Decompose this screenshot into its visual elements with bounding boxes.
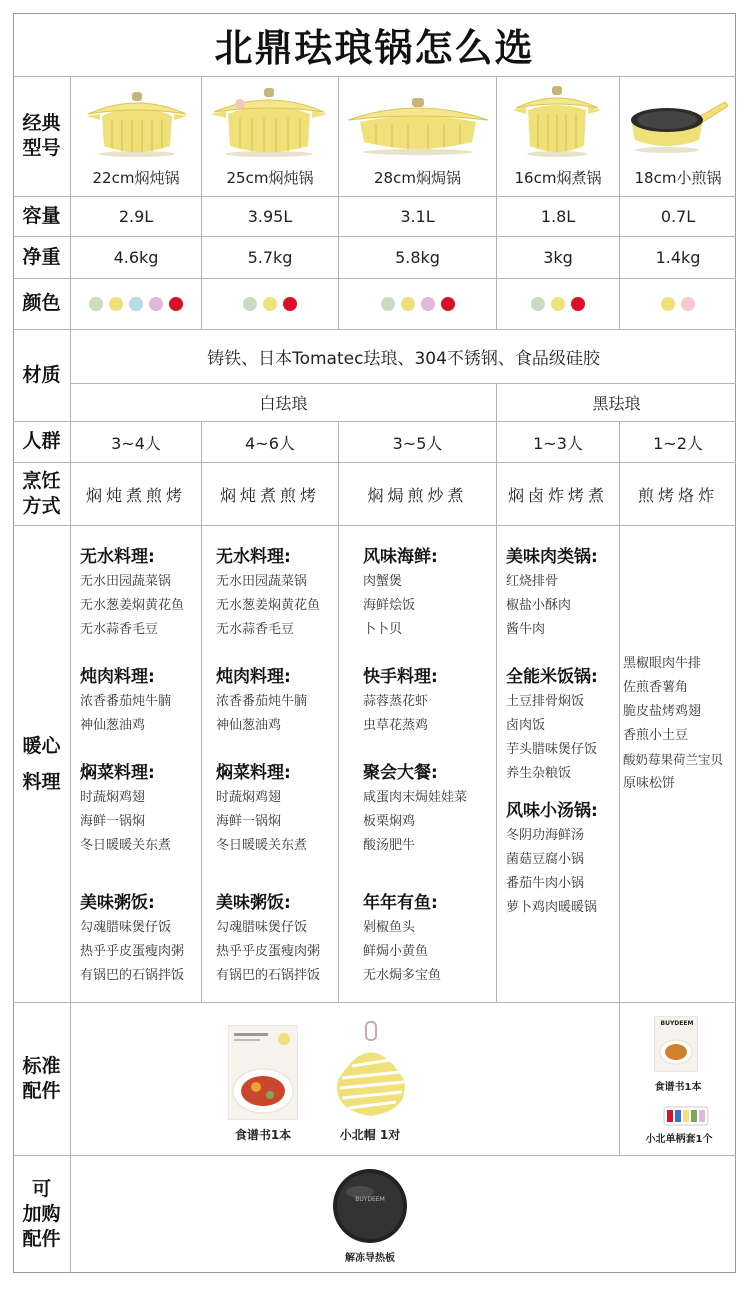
recipe-item: 神仙葱油鸡	[216, 718, 282, 733]
color-swatches	[620, 279, 736, 329]
color-swatches	[71, 279, 201, 329]
crowd-value: 1~3人	[533, 433, 583, 453]
color-swatch	[531, 297, 545, 311]
recipe-item: 浓香番茄炖牛腩	[216, 694, 308, 709]
recipe-item: 板栗焖鸡	[363, 814, 416, 829]
recipe-category: 焖菜料理:	[80, 763, 155, 783]
product-name: 18cm小煎锅	[634, 168, 722, 187]
product-name: 28cm焖焗锅	[374, 168, 461, 187]
recipe-item: 冬日暖暖关东煮	[216, 838, 308, 853]
recipe-column	[216, 544, 336, 988]
color-swatch	[243, 297, 257, 311]
row-label-capacity: 容量	[22, 204, 61, 227]
recipe-item: 时蔬焖鸡翅	[80, 790, 146, 805]
color-swatch	[571, 297, 585, 311]
recipe-item: 椒盐小酥肉	[506, 598, 572, 613]
capacity-value: 2.9L	[118, 207, 154, 226]
color-swatch	[421, 297, 435, 311]
recipe-book-caption: 食谱书1本	[234, 1128, 292, 1142]
cooking-methods: 焖焗煎炒煮	[367, 485, 468, 505]
row-label-recipes: 暖心 料理	[22, 734, 61, 793]
recipe-item: 无水田园蔬菜锅	[216, 574, 308, 589]
material-text: 铸铁、日本Tomatec珐琅、304不锈钢、食品级硅胶	[207, 349, 600, 369]
crowd-value: 4~6人	[245, 433, 295, 453]
recipe-item: 卤肉饭	[506, 718, 546, 733]
recipe-category: 美味粥饭:	[80, 893, 155, 913]
color-swatch	[263, 297, 277, 311]
page-title: 北鼎珐琅锅怎么选	[214, 26, 535, 70]
recipe-column	[506, 544, 618, 920]
book-brand: BUYDEEM	[660, 1020, 694, 1027]
capacity-value: 3.1L	[400, 207, 435, 226]
recipe-item: 海鲜一锅焖	[80, 814, 146, 829]
recipe-category: 无水料理:	[216, 547, 291, 567]
recipe-column	[363, 544, 493, 988]
color-swatch	[551, 297, 565, 311]
recipe-item: 时蔬焖鸡翅	[216, 790, 282, 805]
recipe-item: 勾魂腊味煲仔饭	[80, 920, 172, 935]
recipe-category: 快手料理:	[363, 667, 438, 687]
row-label-weight: 净重	[22, 245, 61, 268]
board-brand: BUYDEEM	[355, 1196, 385, 1203]
recipe-column	[80, 544, 200, 988]
cooking-methods: 煎烤烙炸	[637, 485, 718, 505]
capacity-value: 3.95L	[247, 207, 293, 226]
recipe-item: 酱牛肉	[506, 622, 546, 637]
recipe-category: 风味海鲜:	[363, 547, 438, 567]
recipe-item: 无水蒜香毛豆	[80, 622, 159, 637]
crowd-value: 3~5人	[392, 433, 443, 453]
material-black-enamel: 黑珐琅	[592, 394, 641, 413]
crowd-value: 1~2人	[653, 433, 703, 453]
recipe-category: 炖肉料理:	[80, 667, 155, 687]
recipe-category: 美味肉类锅:	[506, 547, 598, 567]
row-divider	[13, 1155, 736, 1156]
enamel-pot-icon	[84, 86, 190, 158]
recipe-book-icon	[228, 1025, 298, 1120]
color-swatch	[149, 297, 163, 311]
weight-value: 5.7kg	[247, 248, 293, 267]
capacity-value: 1.8L	[540, 207, 576, 226]
color-swatches	[202, 279, 338, 329]
recipe-item: 无水焗多宝鱼	[363, 968, 442, 983]
color-swatch	[381, 297, 395, 311]
recipe-item: 神仙葱油鸡	[80, 718, 146, 733]
handle-sleeve-caption: 小北单柄套1个	[645, 1134, 713, 1145]
weight-value: 5.8kg	[395, 248, 440, 267]
color-swatch	[441, 297, 455, 311]
recipe-item: 红烧排骨	[506, 574, 559, 589]
color-swatches	[497, 279, 619, 329]
recipe-item: 无水蒜香毛豆	[216, 622, 295, 637]
color-swatch	[169, 297, 183, 311]
recipe-item: 热乎乎皮蛋瘦肉粥	[80, 944, 185, 959]
recipe-item: 勾魂腊味煲仔饭	[216, 920, 308, 935]
recipe-item: 海鲜一锅焖	[216, 814, 282, 829]
col-divider	[619, 1002, 620, 1155]
thaw-board-caption: 解冻导热板	[345, 1253, 395, 1264]
material-white-enamel: 白珐琅	[259, 394, 308, 413]
weight-value: 3kg	[543, 248, 573, 267]
recipe-item: 鲜焗小黄鱼	[363, 944, 429, 959]
cooking-methods: 焖卤炸烤煮	[507, 485, 608, 505]
enamel-pot-icon	[346, 96, 490, 156]
recipe-item: 原味松饼	[623, 776, 676, 791]
recipe-item: 咸蛋肉末焗娃娃菜	[363, 790, 468, 805]
recipe-item: 剁椒鱼头	[363, 920, 416, 935]
recipe-category: 美味粥饭:	[216, 893, 291, 913]
recipe-item: 浓香番茄炖牛腩	[80, 694, 172, 709]
recipe-category: 聚会大餐:	[363, 763, 438, 783]
recipe-item: 有锅巴的石锅拌饭	[216, 968, 321, 983]
color-swatch	[89, 297, 103, 311]
row-divider	[13, 76, 736, 77]
recipe-item: 冬日暖暖关东煮	[80, 838, 172, 853]
cooking-methods: 焖炖煮煎烤	[219, 485, 320, 505]
recipe-category: 风味小汤锅:	[506, 801, 598, 821]
recipe-item: 黑椒眼肉牛排	[623, 656, 702, 671]
mitts-caption: 小北帽 1对	[339, 1128, 401, 1142]
recipe-item: 番茄牛肉小锅	[506, 876, 585, 891]
frying-pan-icon	[627, 98, 729, 154]
recipe-item: 卜卜贝	[363, 622, 403, 637]
recipe-item: 无水田园蔬菜锅	[80, 574, 172, 589]
color-swatch	[129, 297, 143, 311]
recipe-item: 虫草花蒸鸡	[363, 718, 429, 733]
enamel-pot-icon	[210, 84, 328, 158]
enamel-pot-icon	[512, 82, 602, 158]
recipe-column	[623, 652, 735, 796]
row-label-cooking: 烹饪 方式	[22, 469, 61, 517]
recipe-item: 养生杂粮饭	[506, 766, 572, 781]
product-name: 16cm焖煮锅	[514, 168, 602, 187]
cooking-methods: 焖炖煮煎烤	[85, 485, 186, 505]
oven-mitt-icon	[330, 1020, 412, 1120]
recipe-item: 芋头腊味煲仔饭	[506, 742, 598, 757]
row-label-standard: 标准 配件	[22, 1054, 61, 1102]
color-swatches	[339, 279, 496, 329]
color-swatch	[661, 297, 675, 311]
recipe-item: 有锅巴的石锅拌饭	[80, 968, 185, 983]
recipe-item: 酸奶莓果荷兰宝贝	[623, 752, 724, 767]
weight-value: 1.4kg	[655, 248, 701, 267]
row-divider	[13, 525, 736, 526]
row-label-model: 经典 型号	[22, 112, 61, 159]
recipe-category: 焖菜料理:	[216, 763, 291, 783]
recipe-item: 香煎小土豆	[623, 728, 689, 743]
handle-sleeve-icon	[662, 1105, 710, 1127]
row-label-color: 颜色	[22, 292, 61, 314]
recipe-item: 冬阴功海鲜汤	[506, 828, 585, 843]
row-label-material: 材质	[22, 363, 61, 386]
recipe-item: 脆皮盐烤鸡翅	[623, 704, 702, 719]
product-name: 22cm焖炖锅	[92, 168, 180, 187]
recipe-item: 蒜蓉蒸花虾	[363, 694, 429, 709]
recipe-item: 菌菇豆腐小锅	[506, 852, 585, 867]
weight-value: 4.6kg	[113, 248, 159, 267]
recipe-category: 全能米饭锅:	[506, 667, 598, 687]
recipe-item: 酸汤肥牛	[363, 838, 416, 853]
recipe-item: 无水葱姜焖黄花鱼	[80, 598, 185, 613]
color-swatch	[283, 297, 297, 311]
capacity-value: 0.7L	[660, 207, 696, 226]
product-name: 25cm焖炖锅	[226, 168, 314, 187]
row-label-optional: 可 加购 配件	[22, 1177, 61, 1250]
color-swatch	[109, 297, 123, 311]
recipe-item: 萝卜鸡肉暖暖锅	[506, 900, 598, 915]
recipe-item: 土豆排骨焖饭	[506, 694, 585, 709]
recipe-category: 无水料理:	[80, 547, 155, 567]
recipe-item: 肉蟹煲	[363, 574, 403, 589]
crowd-value: 3~4人	[111, 433, 161, 453]
recipe-category: 年年有鱼:	[363, 893, 438, 913]
row-label-crowd: 人群	[22, 430, 61, 452]
recipe-item: 热乎乎皮蛋瘦肉粥	[216, 944, 321, 959]
recipe-item: 佐煎香薯角	[623, 680, 689, 695]
recipe-category: 炖肉料理:	[216, 667, 291, 687]
color-swatch	[401, 297, 415, 311]
small-recipe-book-caption: 食谱书1本	[654, 1082, 702, 1093]
row-divider	[13, 1002, 736, 1003]
thaw-board-icon	[332, 1168, 408, 1244]
recipe-item: 海鲜烩饭	[363, 598, 416, 613]
recipe-item: 无水葱姜焖黄花鱼	[216, 598, 321, 613]
color-swatch	[681, 297, 695, 311]
